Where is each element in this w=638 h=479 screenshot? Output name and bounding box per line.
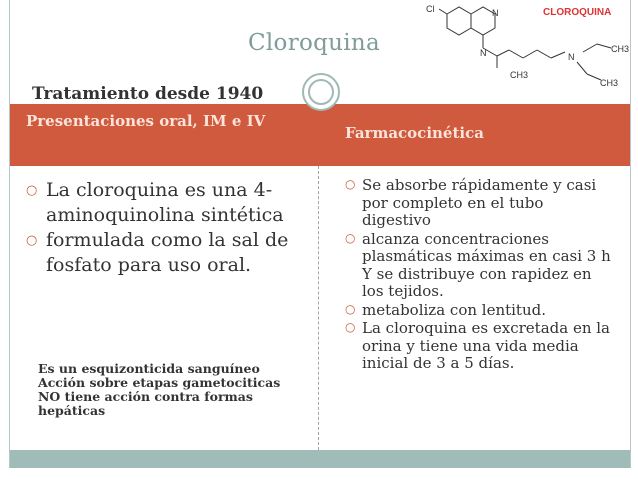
bullet-icon: ○: [345, 301, 356, 316]
bullet-icon: ○: [26, 183, 38, 198]
bullet-text: Se absorbe rápidamente y casi por completo en el tubo digestivo: [362, 176, 597, 229]
list-item: [26, 228, 296, 278]
bullet-text: metaboliza con lentitud.: [362, 300, 546, 319]
slide-title: Cloroquina: [248, 30, 381, 56]
header-farmacocinetica: Farmacocinética: [345, 124, 484, 142]
bottom-accent-band: [10, 450, 630, 468]
atom-ch3-b: CH3: [611, 44, 630, 54]
atom-n-tertiary: N: [568, 52, 575, 62]
bullet-icon: ○: [345, 230, 356, 245]
molecule-label: CLOROQUINA: [543, 7, 612, 18]
bullet-icon: ○: [345, 320, 356, 334]
left-bullet-list: [26, 178, 296, 278]
list-item: [345, 231, 615, 301]
column-divider: [318, 166, 320, 450]
bullet-text: formulada como la sal de fosfato para uso oral.: [46, 229, 289, 276]
atom-cl: Cl: [426, 4, 435, 14]
note-line: NO tiene acción contra formas hepáticas: [38, 389, 253, 418]
decorative-circle-inner: [308, 79, 334, 105]
bullet-text: La cloroquina es excretada en la orina y tiene una vida media inicial de 3 a 5 días.: [362, 319, 610, 372]
list-item: [345, 177, 615, 230]
slide-subtitle: Tratamiento desde 1940: [32, 84, 264, 104]
list-item: [345, 302, 615, 320]
bullet-text: alcanza concentraciones plasmáticas máximas en casi 3 h Y se distribuye con rapidez en los tejidos.: [362, 229, 611, 300]
atom-ch3-c: CH3: [600, 78, 619, 88]
header-presentaciones: Presentaciones oral, IM e IV: [26, 112, 266, 130]
bullet-text: La cloroquina es una 4-aminoquinolina sintética: [46, 179, 284, 226]
list-item: [26, 178, 296, 228]
atom-n-ring: N: [492, 8, 499, 18]
list-item: [345, 320, 615, 373]
bullet-icon: ○: [26, 233, 38, 248]
atom-n-amine: N: [480, 48, 487, 58]
bullet-icon: ○: [345, 177, 356, 191]
note-line: Es un esquizonticida sanguíneo: [38, 361, 260, 376]
atom-ch3-a: CH3: [510, 70, 529, 80]
left-notes: [38, 362, 308, 418]
right-bullet-list: [345, 177, 615, 374]
note-line: Acción sobre etapas gametociticas: [38, 375, 281, 390]
